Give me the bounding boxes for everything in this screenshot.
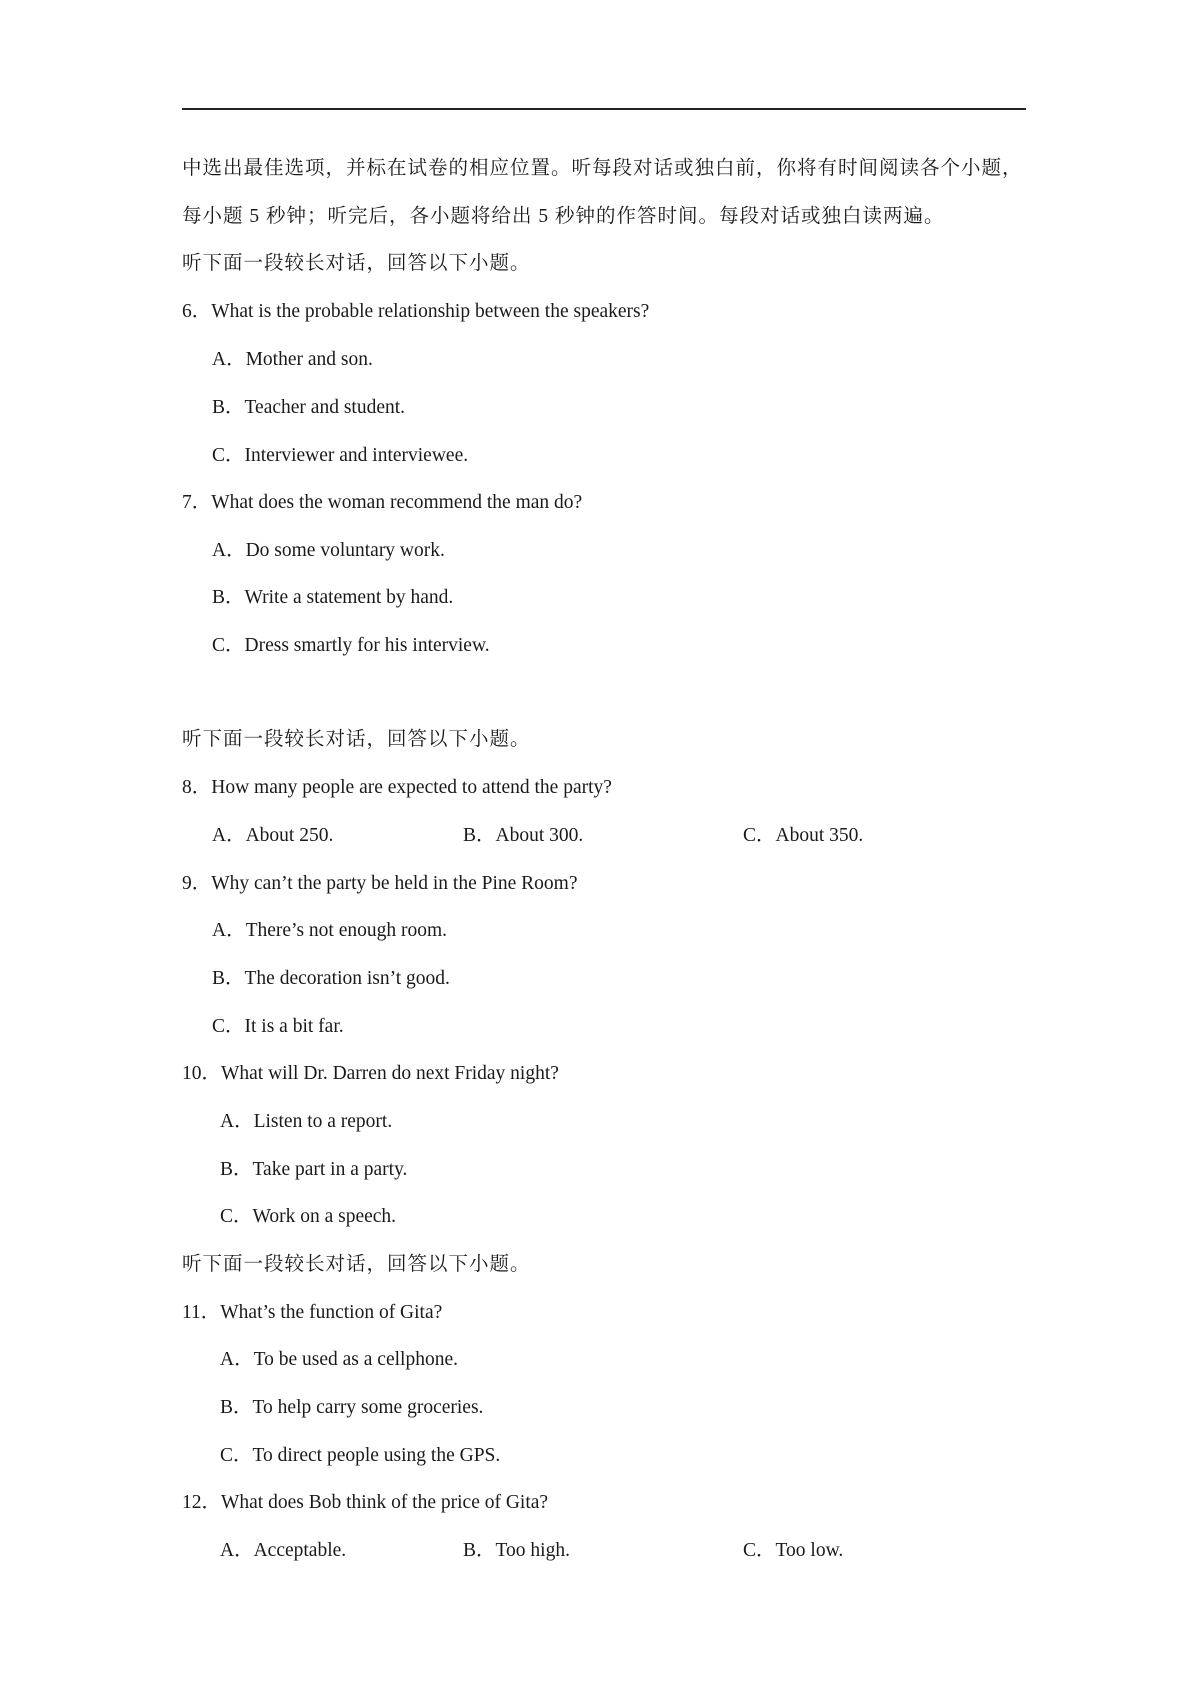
question-option: C．Interviewer and interviewee. — [212, 445, 469, 466]
question-stem: 8．How many people are expected to attend the party? — [182, 777, 612, 798]
question-option: A．Acceptable. — [220, 1540, 347, 1561]
question-option: C．Too low. — [743, 1540, 844, 1561]
question-option: C．To direct people using the GPS. — [220, 1445, 501, 1466]
question-option: B．Write a statement by hand. — [212, 587, 454, 608]
question-stem: 12．What does Bob think of the price of Gita? — [182, 1492, 549, 1513]
question-stem: 11．What’s the function of Gita? — [182, 1302, 443, 1323]
question-option: A．There’s not enough room. — [212, 920, 448, 941]
intro-line-1: 中选出最佳选项，并标在试卷的相应位置。听每段对话或独白前，你将有时间阅读各个小题， — [182, 158, 1023, 179]
question-stem: 6．What is the probable relationship between the speakers? — [182, 301, 650, 322]
header-rule — [182, 108, 1026, 110]
question-stem: 9．Why can’t the party be held in the Pine Room? — [182, 873, 578, 894]
question-option: B．About 300. — [463, 825, 584, 846]
question-option: B．Take part in a party. — [220, 1159, 408, 1180]
section-heading: 听下面一段较长对话，回答以下小题。 — [182, 729, 531, 750]
question-option: A．Mother and son. — [212, 349, 373, 370]
question-option: C．Dress smartly for his interview. — [212, 635, 490, 656]
question-option: B．The decoration isn’t good. — [212, 968, 450, 989]
intro-line-2: 每小题 5 秒钟；听完后，各小题将给出 5 秒钟的作答时间。每段对话或独白读两遍。 — [182, 206, 945, 227]
question-option: C．It is a bit far. — [212, 1016, 344, 1037]
question-option: A．Listen to a report. — [220, 1111, 393, 1132]
question-option: C．About 350. — [743, 825, 864, 846]
section-heading: 听下面一段较长对话，回答以下小题。 — [182, 1254, 531, 1275]
question-option: B．Too high. — [463, 1540, 570, 1561]
question-stem: 7．What does the woman recommend the man do? — [182, 492, 583, 513]
question-option: B．To help carry some groceries. — [220, 1397, 484, 1418]
question-option: C．Work on a speech. — [220, 1206, 397, 1227]
question-option: B．Teacher and student. — [212, 397, 406, 418]
question-stem: 10．What will Dr. Darren do next Friday night? — [182, 1063, 559, 1084]
question-option: A．About 250. — [212, 825, 334, 846]
question-option: A．To be used as a cellphone. — [220, 1349, 458, 1370]
question-option: A．Do some voluntary work. — [212, 540, 445, 561]
section-heading: 听下面一段较长对话，回答以下小题。 — [182, 253, 531, 274]
